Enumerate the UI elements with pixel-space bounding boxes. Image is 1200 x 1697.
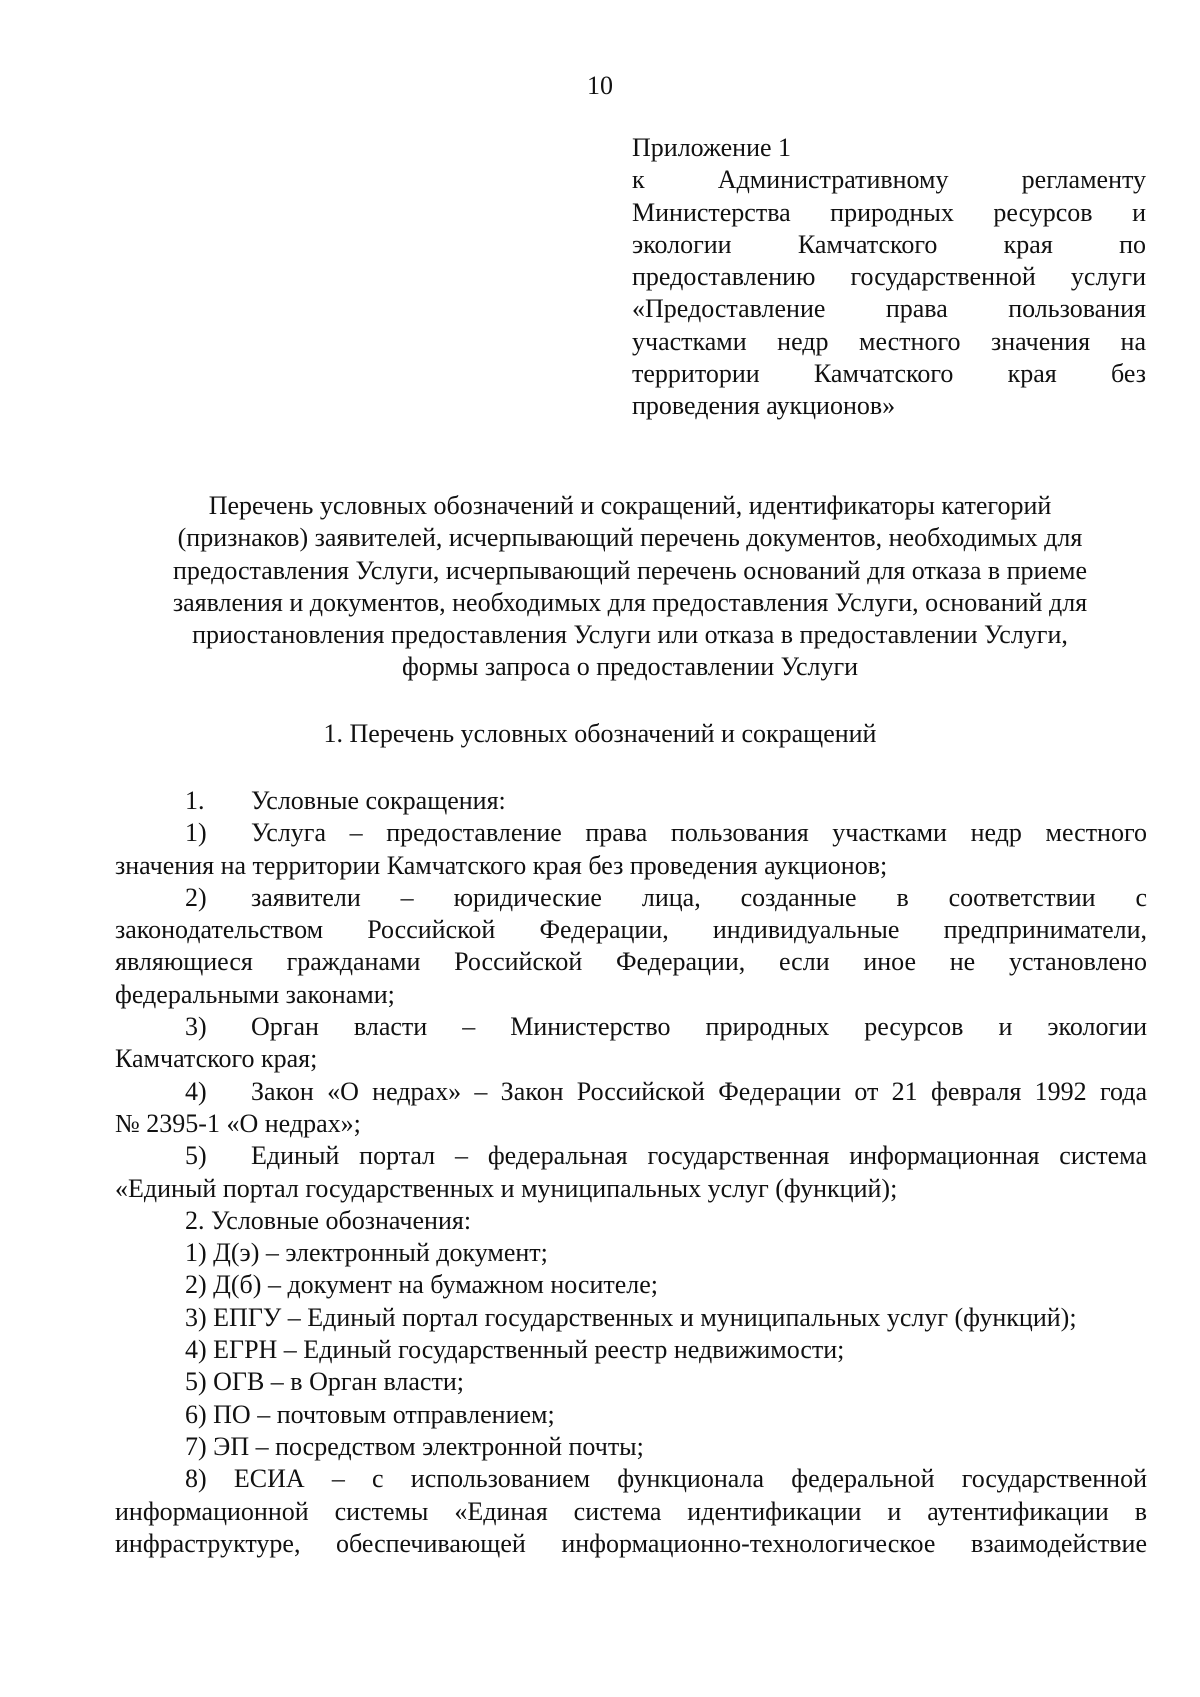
- title-line: приостановления предоставления Услуги или отказа в предоставлении Услуги,: [192, 620, 1068, 650]
- designation-item: 3) ЕПГУ – Единый портал государственных и муниципальных услуг (функций);: [185, 1302, 1077, 1332]
- title-line: формы запроса о предоставлении Услуги: [401, 652, 859, 682]
- designation-item: 6) ПО – почтовым отправлением;: [185, 1399, 555, 1429]
- abbreviation-item-continuation: значения на территории Камчатского края без проведения аукционов;: [115, 850, 888, 880]
- abbreviation-item-text: Закон «О недрах» – Закон Российской Федерации от 21 февраля 1992 года: [251, 1076, 1147, 1106]
- abbreviation-item: [115, 1076, 1147, 1108]
- appendix-line: Приложение 1: [632, 133, 792, 162]
- section-heading: 1. Перечень условных обозначений и сокращений: [323, 719, 877, 748]
- appendix-line: экологии Камчатского края по: [632, 229, 1146, 259]
- abbreviation-item-continuation: являющиеся гражданами Российской Федерации, если иное не установлено: [115, 947, 1147, 977]
- designation-item: 1) Д(э) – электронный документ;: [185, 1238, 548, 1268]
- appendix-line: к Административному регламенту: [632, 165, 1146, 195]
- abbreviation-item-continuation: «Единый портал государственных и муниципальных услуг (функций);: [115, 1173, 898, 1203]
- designations-heading: 2. Условные обозначения:: [185, 1205, 472, 1235]
- abbreviations-heading-number: 1.: [185, 786, 205, 815]
- abbreviation-item-text: Услуга – предоставление права пользования участками недр местного: [251, 818, 1147, 848]
- abbreviation-item-number: 5): [185, 1141, 207, 1171]
- abbreviation-item-text: Орган власти – Министерство природных ресурсов и экологии: [251, 1012, 1147, 1042]
- title-line: (признаков) заявителей, исчерпывающий перечень документов, необходимых для: [177, 523, 1083, 553]
- title-line: Перечень условных обозначений и сокращений, идентификаторы категорий: [208, 491, 1052, 520]
- abbreviation-item-continuation: Камчатского края;: [115, 1044, 318, 1074]
- designation-item-continuation: инфраструктуре, обеспечивающей информационно-технологическое взаимодействие: [115, 1528, 1147, 1558]
- abbreviation-item: [115, 817, 1147, 849]
- abbreviation-item-number: 2): [185, 882, 207, 912]
- designation-item-continuation: информационной системы «Единая система идентификации и аутентификации в: [115, 1496, 1147, 1526]
- abbreviation-item-continuation: № 2395-1 «О недрах»;: [115, 1108, 361, 1138]
- abbreviation-item-continuation: законодательством Российской Федерации, индивидуальные предприниматели,: [115, 915, 1147, 945]
- designation-item: 8) ЕСИА – с использованием функционала федеральной государственной: [185, 1464, 1147, 1494]
- abbreviation-item: [115, 1011, 1147, 1043]
- abbreviation-item: [115, 882, 1147, 914]
- title-line: предоставления Услуги, исчерпывающий перечень оснований для отказа в приеме: [173, 555, 1087, 585]
- abbreviation-item-continuation: федеральными законами;: [115, 979, 395, 1009]
- abbreviation-item-number: 4): [185, 1076, 207, 1106]
- appendix-block: [632, 132, 1146, 423]
- abbreviation-item-text: заявители – юридические лица, созданные в соответствии с: [251, 882, 1147, 912]
- appendix-line: участками недр местного значения на: [632, 326, 1146, 356]
- page-number: 10: [587, 71, 613, 100]
- designation-item: 2) Д(б) – документ на бумажном носителе;: [185, 1270, 659, 1300]
- abbreviation-item: [115, 1140, 1147, 1172]
- designation-item: 4) ЕГРН – Единый государственный реестр недвижимости;: [185, 1335, 845, 1365]
- abbreviations-heading-text: Условные сокращения:: [251, 786, 506, 815]
- appendix-line: «Предоставление права пользования: [632, 294, 1146, 324]
- abbreviations-heading: [115, 785, 1147, 817]
- abbreviation-item-text: Единый портал – федеральная государственная информационная система: [251, 1141, 1147, 1171]
- abbreviation-item-number: 3): [185, 1012, 207, 1042]
- title-line: заявления и документов, необходимых для предоставления Услуги, оснований для: [172, 587, 1088, 617]
- document-title: [110, 490, 1150, 684]
- designation-item: 5) ОГВ – в Орган власти;: [185, 1367, 464, 1397]
- appendix-line: территории Камчатского края без: [632, 359, 1146, 389]
- designation-item: 7) ЭП – посредством электронной почты;: [185, 1431, 644, 1461]
- appendix-line: предоставлению государственной услуги: [632, 262, 1146, 292]
- abbreviation-item-number: 1): [185, 818, 207, 848]
- appendix-line: Министерства природных ресурсов и: [632, 197, 1146, 227]
- body-text: [115, 785, 1147, 1560]
- appendix-line: проведения аукционов»: [632, 391, 896, 421]
